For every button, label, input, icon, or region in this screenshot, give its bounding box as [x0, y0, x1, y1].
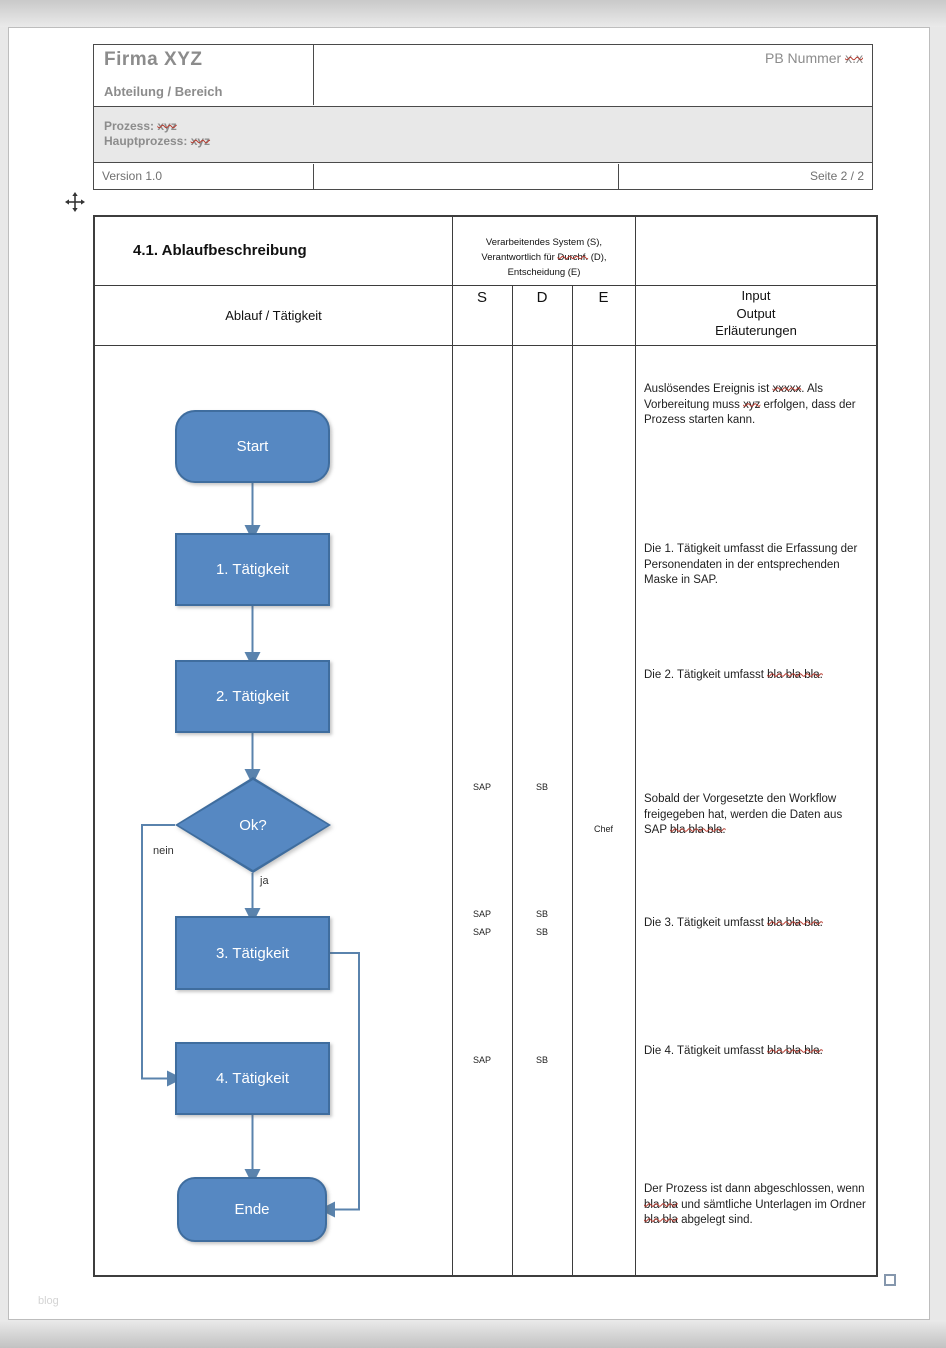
assignment-d: SB — [535, 927, 548, 937]
note-task2: Die 2. Tätigkeit umfasst bla bla bla. — [644, 669, 823, 681]
assignment-s: SAP — [472, 1055, 491, 1065]
flow-node-task1[interactable]: 1. Tätigkeit — [175, 533, 330, 606]
note-task4: Die 4. Tätigkeit umfasst bla bla bla. — [644, 1045, 823, 1057]
version-row — [94, 164, 872, 189]
version-label: Version 1.0 — [94, 164, 314, 189]
branch-label-ja: ja — [260, 875, 269, 887]
assignment-d: SB — [535, 909, 548, 919]
branch-label-nein: nein — [153, 845, 174, 857]
flow-node-task3[interactable]: 3. Tätigkeit — [175, 916, 330, 990]
column-header-d: D — [536, 289, 548, 306]
process-table — [93, 215, 878, 1277]
department-label: Abteilung / Bereich — [104, 84, 223, 99]
note-decision: Sobald der Vorgesetzte den Workflow freigegeben hat, werden die Daten aus SAP bla bla bla. — [644, 793, 843, 836]
note-end: Der Prozess ist dann abgeschlossen, wenn bla bla und sämtliche Unterlagen im Ordner bla bla abgelegt sind. — [644, 1183, 866, 1226]
flow-node-task2[interactable]: 2. Tätigkeit — [175, 660, 330, 733]
top-gradient-band — [0, 0, 946, 27]
column-header-io: Input Output Erläuterungen — [715, 288, 797, 338]
column-header-ablauf: Ablauf / Tätigkeit — [225, 307, 322, 323]
note-task1: Die 1. Tätigkeit umfasst die Erfassung der Personendaten in der entsprechenden Maske in SAP. — [644, 543, 858, 586]
flowchart-area — [95, 345, 452, 1275]
section-title: 4.1. Ablaufbeschreibung — [133, 242, 307, 259]
version-middle-cell — [315, 164, 619, 189]
assignment-d: SB — [535, 1055, 548, 1065]
process-row — [94, 106, 872, 163]
assignment-d: SB — [535, 782, 548, 792]
watermark-text: blog — [38, 1295, 59, 1307]
company-name: Firma XYZ — [104, 49, 203, 70]
column-header-e: E — [598, 289, 609, 306]
flow-node-decision[interactable] — [175, 777, 331, 873]
flow-node-start[interactable]: Start — [175, 410, 330, 483]
note-task3: Die 3. Tätigkeit umfasst bla bla bla. — [644, 917, 823, 929]
page-number: Seite 2 / 2 — [809, 169, 864, 183]
column-header-s: S — [476, 289, 487, 306]
bottom-gradient-band — [0, 1320, 946, 1348]
move-handle-icon[interactable] — [65, 192, 85, 212]
note-start: Auslösendes Ereignis ist xxxxx. Als Vorbereitung muss xyz erfolgen, dass der Prozess starten kann. — [644, 383, 856, 426]
column-divider — [572, 285, 573, 1275]
main-process-line: Hauptprozess: xyz — [104, 134, 211, 148]
assignment-s: SAP — [472, 909, 491, 919]
assignment-s: SAP — [472, 782, 491, 792]
decision-label: Ok? — [239, 816, 267, 834]
header-table — [93, 44, 873, 190]
flow-node-task4[interactable]: 4. Tätigkeit — [175, 1042, 330, 1115]
process-line: Prozess: xyz — [104, 119, 177, 133]
column-divider — [512, 285, 513, 1275]
flow-node-end[interactable]: Ende — [177, 1177, 327, 1242]
assignment-e: Chef — [593, 824, 613, 834]
system-column-header: Verarbeitendes System (S), Verantwortlich für Durchf. (D), Entscheidung (E) — [481, 237, 607, 278]
column-divider — [635, 217, 636, 1275]
assignment-s: SAP — [472, 927, 491, 937]
pb-number: PB Nummer x.x — [764, 50, 863, 66]
column-divider — [452, 217, 453, 1275]
company-cell — [94, 45, 314, 105]
resize-anchor[interactable] — [884, 1274, 896, 1286]
